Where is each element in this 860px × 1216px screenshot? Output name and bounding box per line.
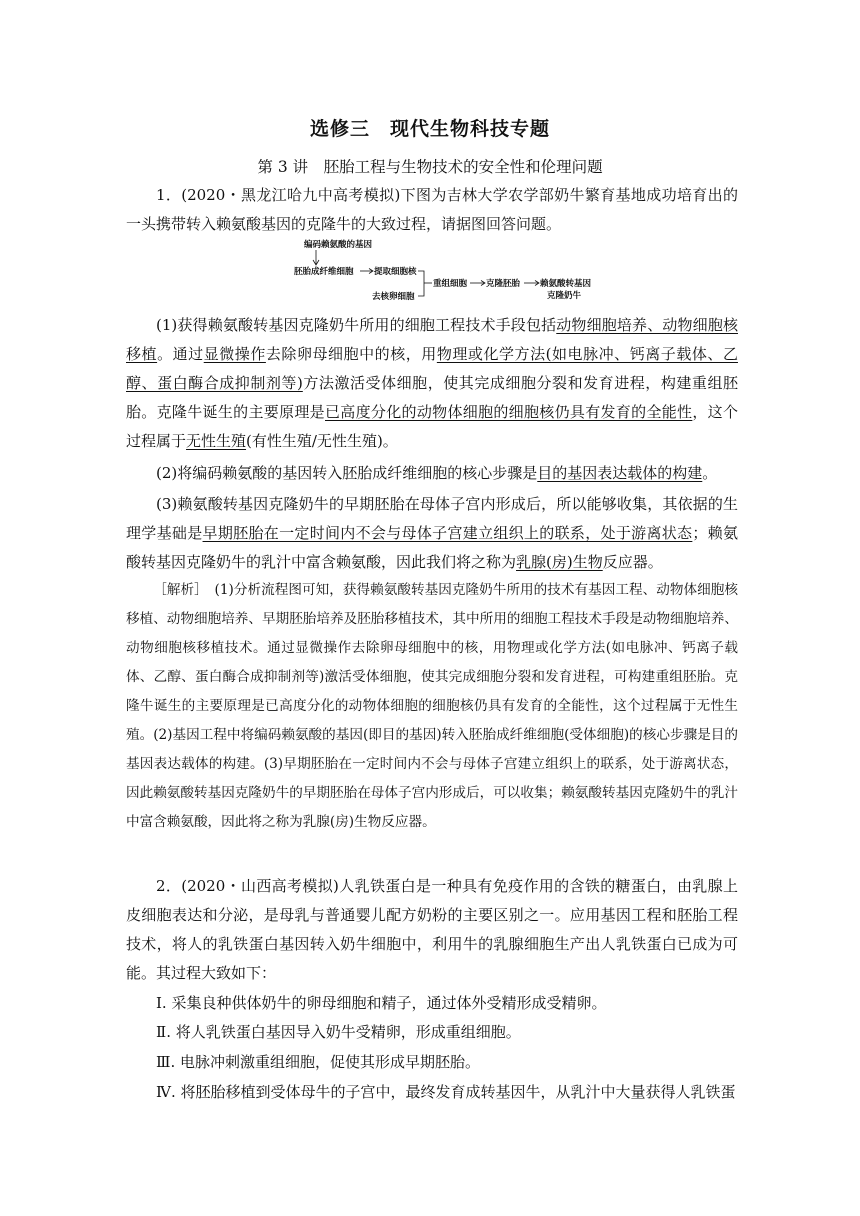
- question-2-step-2: Ⅱ. 将人乳铁蛋白基因导入奶牛受精卵，形成重组细胞。: [156, 1023, 521, 1041]
- question-1-part-3: [126, 490, 738, 577]
- text-run: 去除卵母细胞中的核，用: [265, 345, 437, 363]
- diagram-cow-label-line2: 克隆奶牛: [547, 291, 582, 301]
- diagram-oocyte-label: 去核卵细胞: [372, 292, 415, 302]
- answer-blank: 目的基因表达载体的构建: [537, 464, 703, 482]
- text-run: 反应器。: [602, 553, 663, 571]
- diagram-gene-label: 编码赖氨酸的基因: [304, 240, 373, 250]
- diagram-embryo-label: 克隆胚胎: [486, 279, 521, 289]
- diagram-recombinant-label: 重组细胞: [433, 279, 468, 289]
- answer-blank: 早期胚胎在一定时间内不会与母体子宫建立组织上的联系，处于游离状态: [202, 524, 693, 542]
- lecture-subtitle: 第 3 讲 胚胎工程与生物技术的安全性和伦理问题: [257, 158, 603, 176]
- text-run: (有性生殖/无性生殖)。: [246, 432, 398, 450]
- text-run: 方法激活受体细胞，使其完成细胞分裂和发育进程，构建重组胚胎。克隆牛诞生的主要原理是: [126, 374, 738, 421]
- answer-blank: 乳腺(房)生物: [516, 553, 603, 571]
- question-1-part-1: [126, 311, 738, 456]
- process-flow-diagram: [290, 238, 610, 308]
- question-2-stem: 2．(2020・山西高考模拟)人乳铁蛋白是一种具有免疫作用的含铁的糖蛋白，由乳腺上皮细胞表达和分泌，是母乳与普通婴儿配方奶粉的主要区别之一。应用基因工程和胚胎工程技术，将人的乳铁蛋白基因转入奶牛细胞中，利用牛的乳腺细胞生产出人乳铁蛋白已成为可能。其过程大致如下：: [126, 877, 738, 982]
- question-1-analysis: ［解析］ (1)分析流程图可知，获得赖氨酸转基因克隆奶牛所用的技术有基因工程、动物体细胞核移植、动物细胞培养、早期胚胎培养及胚胎移植技术，其中所用的细胞工程技术手段是动物细胞培养、动物细胞核移植技术。通过显微操作去除卵母细胞中的核，用物理或化学方法(如电脉冲、钙离子载体、乙醇、蛋白酶合成抑制剂等)激活受体细胞，使其完成细胞分裂和发育进程，可构建重组胚胎。克隆牛诞生的主要原理是已高度分化的动物体细胞的细胞核仍具有发育的全能性，这个过程属于无性生殖。(2)基因工程中将编码赖氨酸的基因(即目的基因)转入胚胎成纤维细胞(受体细胞)的核心步骤是目的基因表达载体的构建。(3)早期胚胎在一定时间内不会与母体子宫建立组织上的联系，处于游离状态，因此赖氨酸转基因克隆奶牛的早期胚胎在母体子宫内形成后，可以收集；赖氨酸转基因克隆奶牛的乳汁中富含赖氨酸，因此将之称为乳腺(房)生物反应器。: [126, 582, 738, 830]
- answer-blank: 无性生殖: [186, 432, 247, 450]
- text-run: (3)赖氨酸转基因克隆奶牛的早期胚胎在母体子宫内形成后，所以能够收集，其依据的生理学基础是: [126, 495, 738, 542]
- diagram-fibroblast-label: 胚胎成纤维细胞: [294, 267, 354, 277]
- answer-blank: 动物细胞培养、动物细胞核移植: [126, 316, 738, 363]
- question-2-step-1: Ⅰ. 采集良种供体奶牛的卵母细胞和精子，通过体外受精形成受精卵。: [156, 994, 607, 1012]
- question-1-part-2: [126, 459, 738, 488]
- answer-blank: 显微操作: [203, 345, 266, 363]
- text-run: ，这个过程属于: [126, 403, 738, 450]
- page-title: 选修三 现代生物科技专题: [309, 118, 550, 140]
- answer-blank: 物理或化学方法(如电脉冲、钙离子载体、乙醇、蛋白酶合成抑制剂等): [126, 345, 738, 392]
- bracket-merge: [418, 271, 424, 296]
- question-1-stem: 1．(2020・黑龙江哈九中高考模拟)下图为吉林大学农学部奶牛繁育基地成功培育出的一头携带转入赖氨酸基因的克隆牛的大致过程，请据图回答问题。: [126, 186, 738, 233]
- question-2-step-4: Ⅳ. 将胚胎移植到受体母牛的子宫中，最终发育成转基因牛，从乳汁中大量获得人乳铁蛋: [156, 1083, 736, 1101]
- text-run: ；赖氨酸转基因克隆奶牛的乳汁中富含赖氨酸，因此我们将之称为: [126, 524, 738, 571]
- text-run: (2)将编码赖氨酸的基因转入胚胎成纤维细胞的核心步骤是: [156, 464, 538, 482]
- diagram-cow-label-line1: 赖氨酸转基因: [540, 279, 592, 289]
- text-run: (1)获得赖氨酸转基因克隆奶牛所用的细胞工程技术手段包括: [156, 316, 557, 334]
- diagram-nucleus-label: 提取细胞核: [374, 267, 417, 277]
- question-2-step-3: Ⅲ. 电脉冲刺激重组细胞，促使其形成早期胚胎。: [156, 1053, 481, 1071]
- text-run: 。: [702, 464, 718, 482]
- text-run: 。通过: [157, 345, 204, 363]
- answer-blank: 已高度分化的动物体细胞的细胞核仍具有发育的全能性: [325, 403, 693, 421]
